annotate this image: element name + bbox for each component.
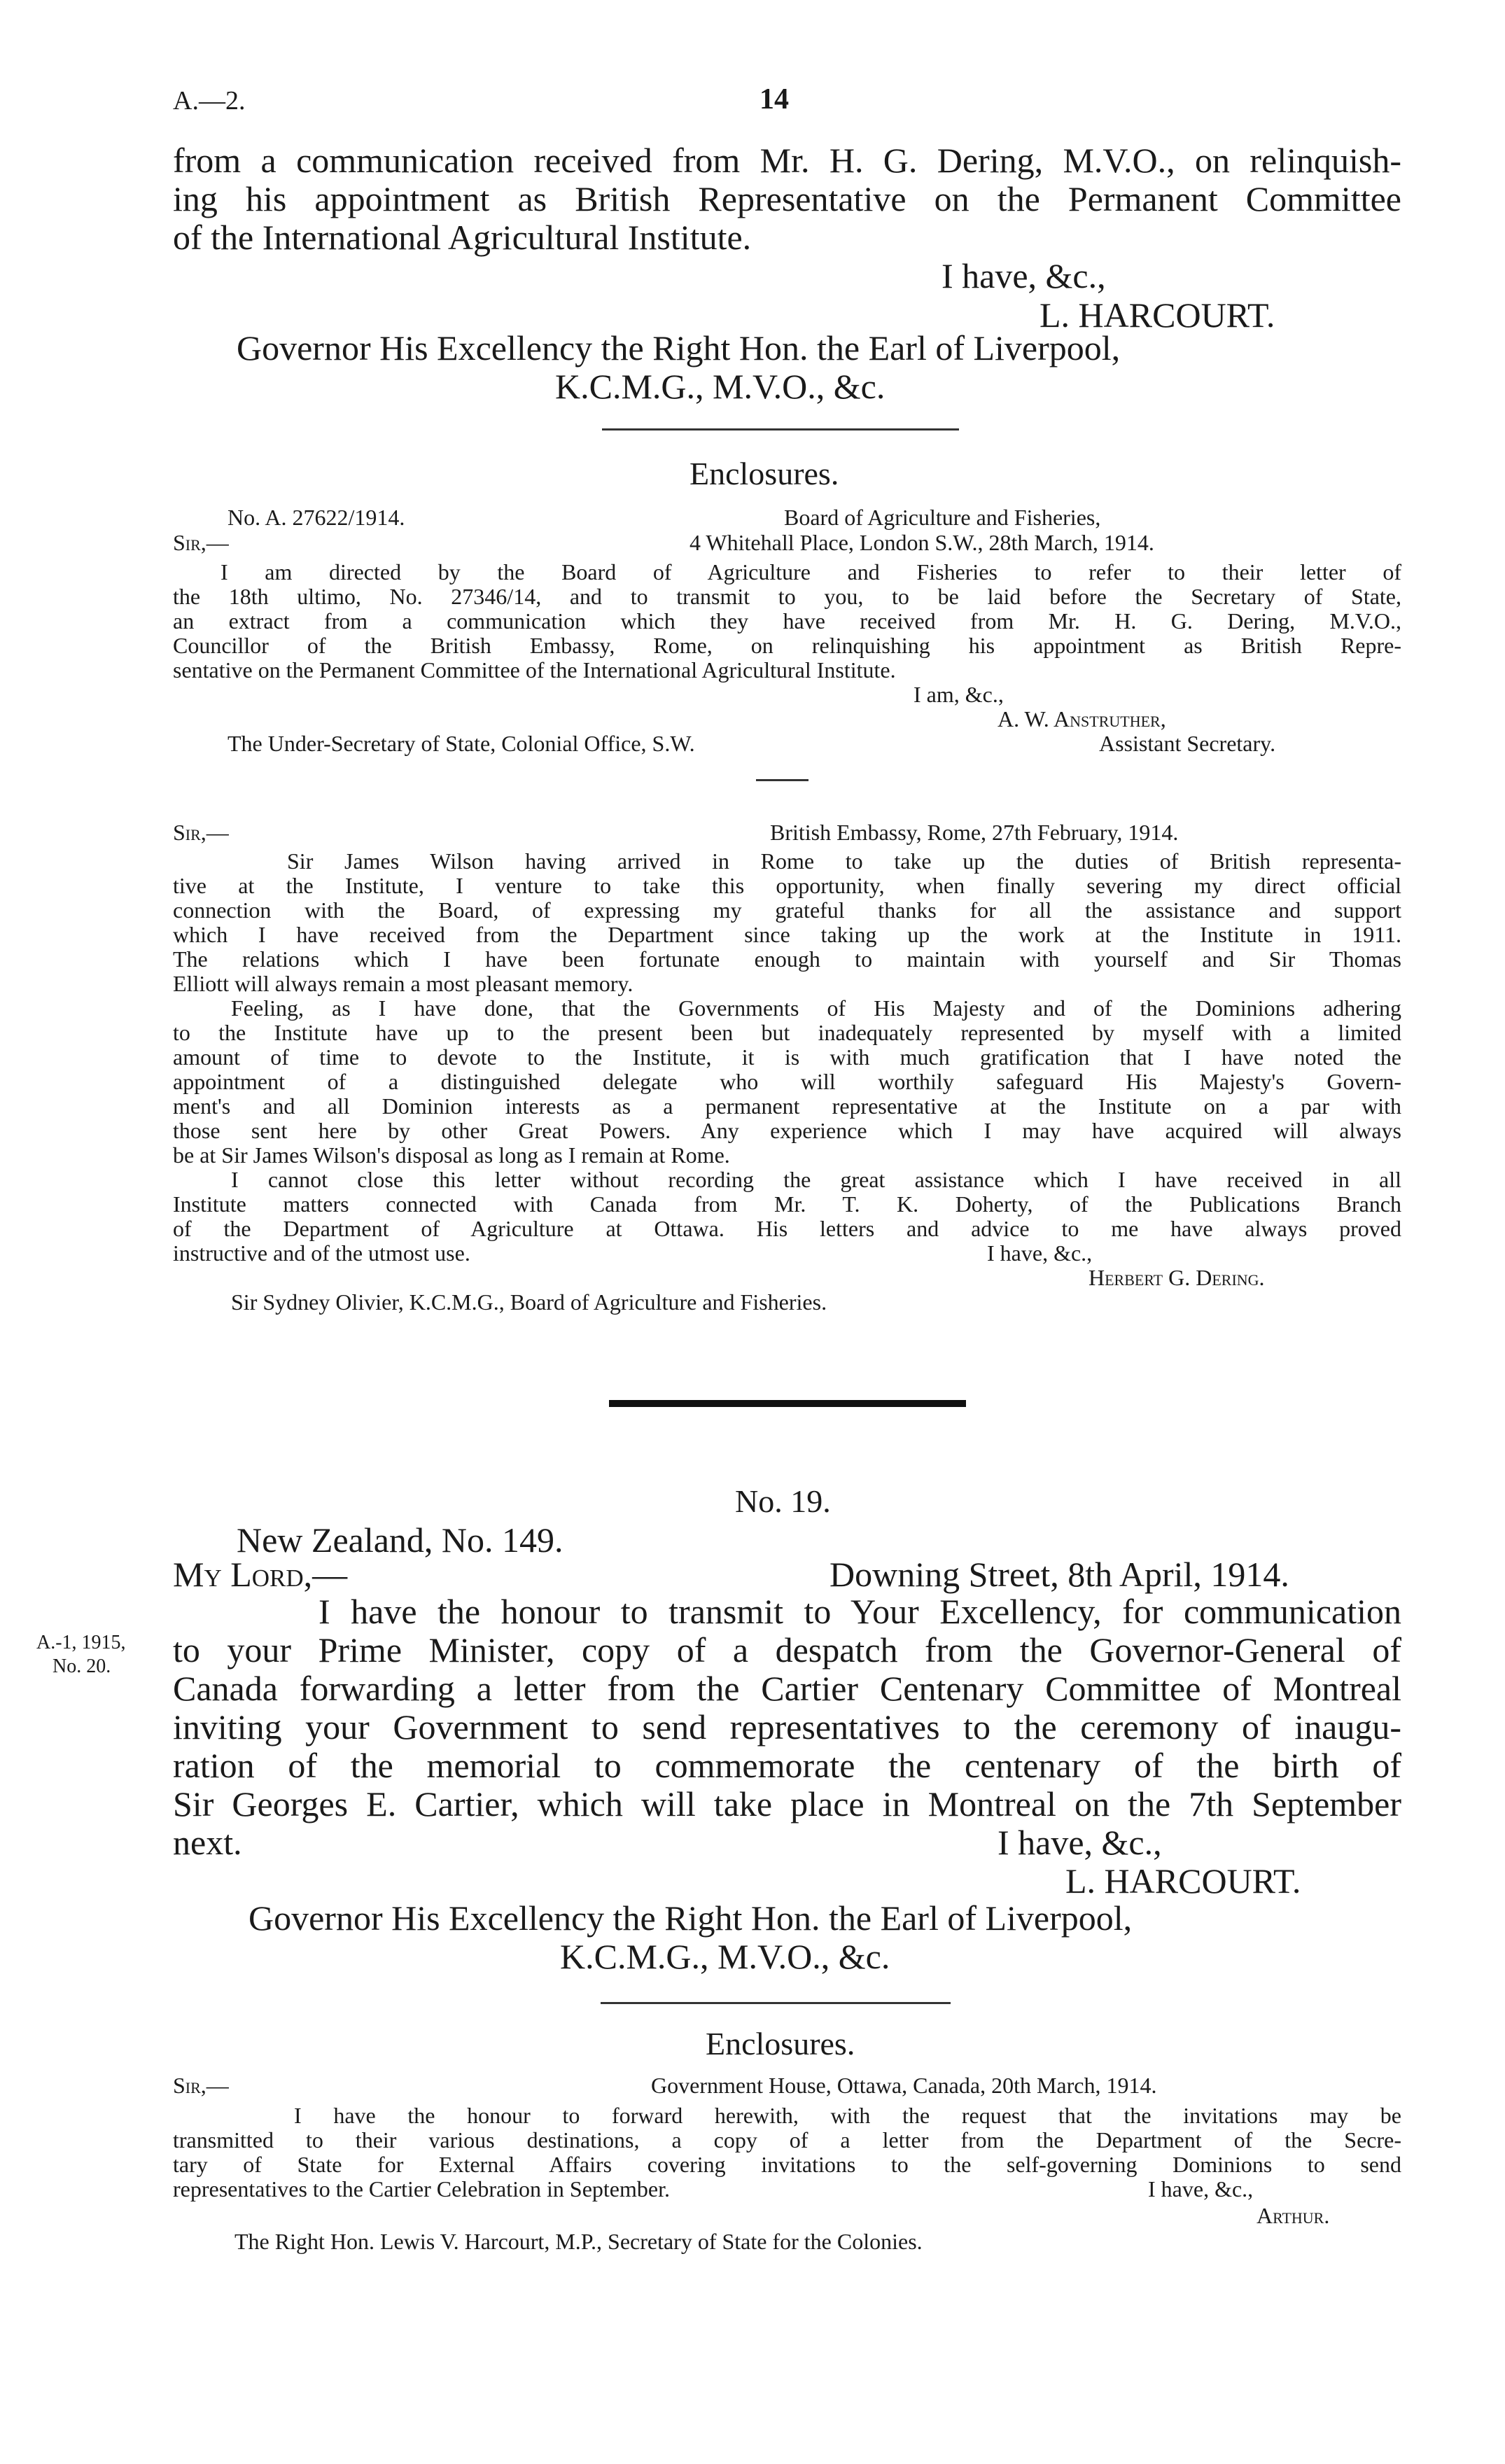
closing: I have, &c., — [987, 1240, 1093, 1266]
body-line: transmitted to their various destinations, a copy of a letter from the Department of the Secre- — [173, 2127, 1401, 2152]
body-line: to the Institute have up to the present been but inadequately represented by myself with a limited — [173, 1020, 1401, 1045]
addressee: Governor His Excellency the Right Hon. the Earl of Liverpool, — [237, 328, 1121, 368]
salutation: Sir,— — [173, 2073, 229, 2098]
letter-address-date: 4 Whitehall Place, London S.W., 28th March, 1914. — [690, 530, 1154, 555]
body-line: I cannot close this letter without recording the great assistance which I have received in all — [231, 1167, 1401, 1192]
margin-reference: No. 20. — [52, 1656, 111, 1677]
salutation: Sir,— — [173, 820, 229, 845]
closing: I have, &c., — [997, 1823, 1162, 1862]
body-line: instructive and of the utmost use. — [173, 1240, 470, 1266]
divider — [602, 428, 959, 430]
letter-address-date: Downing Street, 8th April, 1914. — [830, 1555, 1289, 1594]
signature: Arthur. — [1256, 2203, 1330, 2228]
signature: A. W. Anstruther, — [997, 706, 1166, 732]
body-line: Feeling, as I have done, that the Governments of His Majesty and of the Dominions adhering — [231, 995, 1401, 1021]
body-line: the 18th ultimo, No. 27346/14, and to transmit to you, to be laid before the Secretary of State, — [173, 584, 1401, 609]
body-line: I have the honour to forward herewith, with the request that the invitations may be — [294, 2103, 1401, 2128]
body-line: inviting your Government to send representatives to the ceremony of inaugu- — [173, 1707, 1401, 1746]
body-line: an extract from a communication which they have received from Mr. H. G. Dering, M.V.O., — [173, 608, 1401, 634]
addressee: Governor His Excellency the Right Hon. the Earl of Liverpool, — [248, 1898, 1133, 1938]
signer-title: Assistant Secretary. — [1099, 731, 1276, 756]
body-line: Institute matters connected with Canada from Mr. T. K. Doherty, of the Publications Branch — [173, 1191, 1401, 1217]
body-line: to your Prime Minister, copy of a despatch from the Governor-General of — [173, 1630, 1401, 1670]
divider — [756, 779, 808, 781]
body-line: Sir James Wilson having arrived in Rome to take up the duties of British representa- — [287, 848, 1401, 874]
body-line: I am directed by the Board of Agriculture and Fisheries to refer to their letter of — [220, 559, 1401, 584]
section-heading: Enclosures. — [706, 2026, 855, 2062]
body-line: be at Sir James Wilson's disposal as long as I remain at Rome. — [173, 1142, 730, 1168]
body-line: sentative on the Permanent Committee of the International Agricultural Institute. — [173, 657, 896, 682]
body-line: next. — [173, 1823, 242, 1862]
body-line: amount of time to devote to the Institute, it is with much gratification that I have noted the — [173, 1044, 1401, 1070]
body-line: The relations which I have been fortunate enough to maintain with yourself and Sir Thomas — [173, 946, 1401, 972]
closing: I have, &c., — [941, 256, 1106, 295]
body-line: ment's and all Dominion interests as a permanent representative at the Institute on a par with — [173, 1093, 1401, 1119]
signature: L. HARCOURT. — [1040, 295, 1275, 335]
body-line: from a communication received from Mr. H. G. Dering, M.V.O., on relinquish- — [173, 141, 1401, 180]
body-line: which I have received from the Department since taking up the work at the Institute in 1911. — [173, 922, 1401, 947]
recipient: The Right Hon. Lewis V. Harcourt, M.P., Secretary of State for the Colonies. — [234, 2229, 923, 2254]
body-line: connection with the Board, of expressing my grateful thanks for all the assistance and support — [173, 897, 1401, 923]
addressee-titles: K.C.M.G., M.V.O., &c. — [555, 367, 886, 406]
signature: Herbert G. Dering. — [1088, 1265, 1265, 1290]
body-line: representatives to the Cartier Celebration in September. — [173, 2176, 670, 2202]
closing: I am, &c., — [913, 682, 1004, 707]
divider — [601, 2002, 951, 2004]
despatch-ref: New Zealand, No. 149. — [237, 1520, 564, 1560]
body-line: I have the honour to transmit to Your Excellency, for communication — [318, 1592, 1401, 1631]
body-line: Elliott will always remain a most pleasant memory. — [173, 971, 634, 996]
letter-address-date: British Embassy, Rome, 27th February, 1914. — [770, 820, 1179, 845]
page-number: 14 — [760, 83, 789, 115]
body-line: appointment of a distinguished delegate who will worthily safeguard His Majesty's Govern- — [173, 1069, 1401, 1094]
body-line: tary of State for External Affairs covering invitations to the self-governing Dominions to send — [173, 2152, 1401, 2177]
salutation: My Lord,— — [173, 1555, 348, 1594]
addressee-titles: K.C.M.G., M.V.O., &c. — [560, 1937, 890, 1976]
recipient: Sir Sydney Olivier, K.C.M.G., Board of Agriculture and Fisheries. — [231, 1289, 827, 1315]
body-line: those sent here by other Great Powers. Any experience which I may have acquired will always — [173, 1118, 1401, 1143]
body-line: ing his appointment as British Representative on the Permanent Committee — [173, 179, 1401, 218]
closing: I have, &c., — [1148, 2176, 1254, 2202]
body-line: Canada forwarding a letter from the Cartier Centenary Committee of Montreal — [173, 1669, 1401, 1708]
body-line: tive at the Institute, I venture to take this opportunity, when finally severing my direct official — [173, 873, 1401, 898]
body-line: Sir Georges E. Cartier, which will take place in Montreal on the 7th September — [173, 1784, 1401, 1823]
body-line: ration of the memorial to commemorate the centenary of the birth of — [173, 1746, 1401, 1785]
document-number: No. 19. — [735, 1483, 831, 1519]
letter-ref: No. A. 27622/1914. — [227, 505, 405, 530]
recipient: The Under-Secretary of State, Colonial Office, S.W. — [227, 731, 695, 756]
margin-reference: A.-1, 1915, — [36, 1632, 126, 1653]
signature: L. HARCOURT. — [1065, 1861, 1301, 1900]
body-line: of the Department of Agriculture at Ottawa. His letters and advice to me have always proved — [173, 1216, 1401, 1241]
page-ref: A.—2. — [173, 86, 246, 115]
letter-address-date: Government House, Ottawa, Canada, 20th March, 1914. — [651, 2073, 1157, 2098]
body-line: of the International Agricultural Institute. — [173, 218, 752, 257]
section-heading: Enclosures. — [690, 456, 839, 491]
body-line: Councillor of the British Embassy, Rome, on relinquishing his appointment as British Repre- — [173, 633, 1401, 658]
letter-org: Board of Agriculture and Fisheries, — [784, 505, 1101, 530]
salutation: Sir,— — [173, 530, 229, 555]
section-separator — [609, 1400, 966, 1407]
